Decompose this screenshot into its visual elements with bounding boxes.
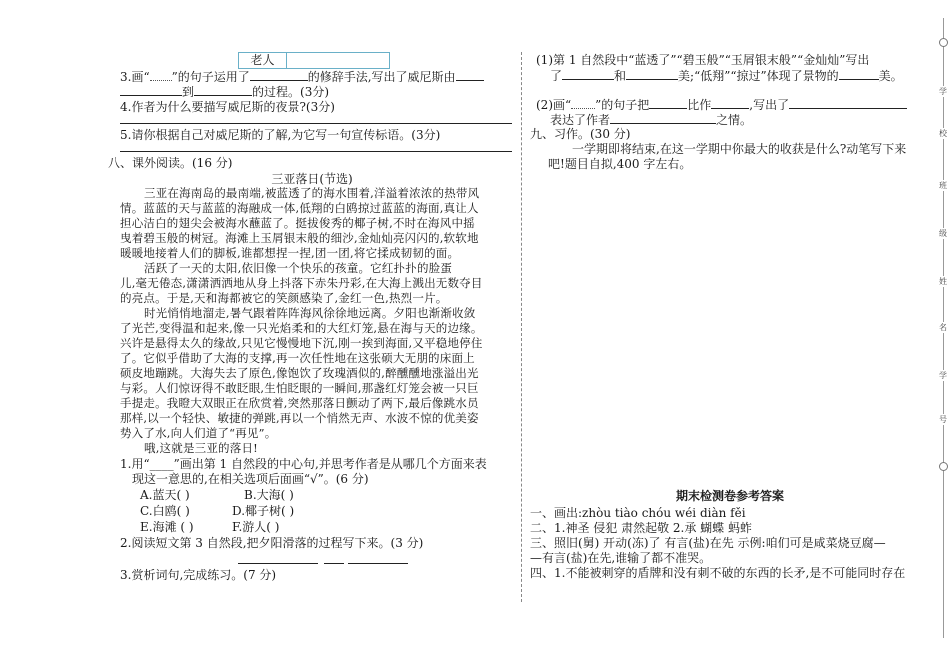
binding-label: 校 (939, 129, 947, 138)
answer-blank[interactable] (610, 112, 716, 124)
binding-label: 学 (939, 87, 947, 96)
passage-line: 哦,这就是三亚的落日! (144, 441, 258, 455)
answer-blank[interactable] (839, 68, 879, 80)
option-a[interactable]: A.蓝天( ) (140, 488, 190, 502)
answer-line[interactable] (120, 151, 512, 152)
answer-line[interactable] (324, 563, 344, 564)
passage-line: 了光芒,变得温和起来,像一只光焰柔和的大红灯笼,悬在海与天的边缘。 (120, 321, 483, 335)
passage-line: 了。它似乎借助了大海的支撑,再一次任性地在这张硕大无朋的床面上 (120, 351, 475, 365)
passage-line: 情。蓝蓝的天与蓝蓝的海融成一体,低翔的白鸥掠过蓝蓝的海面,真让人 (120, 201, 479, 215)
passage-line: 兴许是悬得太久的缘故,只见它慢慢地下沉,刚一挨到海面,又平稳地停住 (120, 336, 483, 350)
answer-line[interactable] (348, 563, 408, 564)
quote-blank (150, 69, 172, 81)
option-e[interactable]: E.海滩 ( ) (140, 520, 194, 534)
option-b[interactable]: B.大海( ) (244, 488, 294, 502)
question-3: 3.画“ ”的句子运用了 的修辞手法,写出了威尼斯由 (120, 69, 484, 85)
answer-line-3: 三、照旧(舅) 开动(冻)了 有言(盐)在先 示例:咱们可是咸菜烧豆腐— (530, 536, 886, 550)
name-table (238, 52, 390, 69)
answer-blank[interactable] (626, 68, 678, 80)
section-9-heading: 九、习作。(30 分) (530, 127, 631, 141)
sub-question-2-cont: 表达了作者 之情。 (550, 113, 753, 127)
binding-label: 号 (939, 415, 947, 424)
passage-line: 曳着碧玉般的树冠。海滩上玉屑银末般的细沙,金灿灿亮闪闪的,软软地 (120, 231, 479, 245)
answer-blank[interactable] (194, 84, 252, 96)
reading-question-3: 3.赏析词句,完成练习。(7 分) (120, 568, 277, 582)
essay-prompt: 一学期即将结束,在这一学期中你最大的收获是什么?动笔写下来 (572, 142, 907, 156)
binding-strip (936, 0, 950, 657)
answer-line-4: —有言(盐)在先,谁输了都不准哭。 (530, 551, 712, 565)
passage-line: 暖暖地接着人们的脚板,谁都想捏一捏,团一团,将它揉成韧韧的面。 (120, 246, 460, 260)
binding-label: 学 (939, 371, 947, 380)
answer-line-2: 二、1.神圣 侵犯 肃然起敬 2.承 蝴蝶 蚂蚱 (530, 521, 752, 535)
answer-blank[interactable] (562, 68, 614, 80)
passage-line: 那样,以一个轻快、敏捷的弹跳,再以一个悄然无声、水波不惊的优美姿 (120, 411, 479, 425)
passage-line: 时光悄悄地溜走,暑气跟着阵阵海风徐徐地远离。夕阳也渐渐收敛 (144, 306, 476, 320)
reading-question-2: 2.阅读短文第 3 自然段,把夕阳滑落的过程写下来。(3 分) (120, 536, 424, 550)
answer-line-5: 四、1.不能被刺穿的盾牌和没有刺不破的东西的长矛,是不可能同时存在 (530, 566, 906, 580)
left-column (108, 52, 516, 612)
answer-line[interactable] (238, 563, 318, 564)
binding-label: 姓 (939, 277, 947, 286)
passage-line: 儿,毫无倦态,潇潇洒洒地从身上抖落下赤朱丹彩,在大海上溅出无数夺目 (120, 276, 483, 290)
reading-question-1-cont: 现这一意思的,在相关选项后面画“√”。(6 分) (132, 472, 369, 486)
sub-question-1: (1)第 1 自然段中“蓝透了”“碧玉般”“玉屑银末般”“金灿灿”写出 (536, 53, 870, 67)
binding-label: 班 (939, 181, 947, 190)
option-d[interactable]: D.椰子树( ) (232, 504, 295, 518)
passage-line: 活跃了一天的太阳,依旧像一个快乐的孩童。它红扑扑的脸蛋 (144, 261, 453, 275)
essay-prompt-cont: 吧!题目自拟,400 字左右。 (548, 157, 692, 171)
answer-key-title: 期末检测卷参考答案 (675, 489, 784, 503)
column-divider (521, 52, 522, 602)
answer-blank[interactable] (120, 84, 182, 96)
answer-blank[interactable] (711, 97, 749, 109)
answer-blank[interactable] (456, 69, 484, 81)
option-f[interactable]: F.游人( ) (232, 520, 280, 534)
right-column (530, 52, 930, 612)
question-5: 5.请你根据自己对威尼斯的了解,为它写一句宣传标语。(3分) (120, 128, 441, 142)
passage-line: 三亚在海南岛的最南端,被蓝透了的海水围着,洋溢着浓浓的热带风 (144, 186, 480, 200)
sub-question-1-cont: 了 和 美;“低翔”“掠过”体现了景物的 美。 (550, 69, 903, 83)
binding-hole (939, 462, 948, 471)
option-c[interactable]: C.白鸥( ) (140, 504, 190, 518)
table-label: 老人 (239, 53, 287, 68)
binding-label: 级 (939, 229, 947, 238)
quote-blank (571, 97, 595, 109)
answer-blank[interactable] (250, 69, 308, 81)
passage-line: 的亮点。于是,天和海都被它的笑颜感染了,金红一色,热烈一片。 (120, 291, 448, 305)
answer-line-1: 一、画出:zhòu tiào chóu wéi diàn fěi (530, 506, 746, 520)
reading-question-1: 1.用“____”画出第 1 自然段的中心句,并思考作者是从哪几个方面来表 (120, 457, 487, 471)
passage-line: 势入了水,向人们道了“再见”。 (120, 426, 277, 440)
passage-title: 三亚落日(节选) (271, 172, 353, 186)
passage-line: 担心洁白的翅尖会被海水蘸蓝了。挺拔俊秀的椰子树,不时在海风中摇 (120, 216, 475, 230)
passage-line: 与彩。人们惊讶得不敢眨眼,生怕眨眼的一瞬间,那盏红灯笼会被一只巨 (120, 381, 479, 395)
answer-blank[interactable] (789, 97, 907, 109)
question-4: 4.作者为什么要描写威尼斯的夜景?(3分) (120, 100, 335, 114)
passage-line: 手提走。我瞪大双眼正在欣赏着,突然那落日颤动了两下,最后像跳水员 (120, 396, 479, 410)
binding-hole (939, 38, 948, 47)
passage-line: 硕皮地蹦跳。大海失去了原色,像饱饮了玫瑰酒似的,醉醺醺地涨溢出光 (120, 366, 479, 380)
answer-blank[interactable] (649, 97, 687, 109)
section-8-heading: 八、课外阅读。(16 分) (108, 156, 233, 170)
answer-line[interactable] (120, 123, 512, 124)
sub-question-2: (2)画“ ”的句子把 比作 ,写出了 (536, 97, 907, 113)
question-3-cont: 到 的过程。(3分) (120, 84, 329, 100)
binding-label: 名 (939, 323, 947, 332)
